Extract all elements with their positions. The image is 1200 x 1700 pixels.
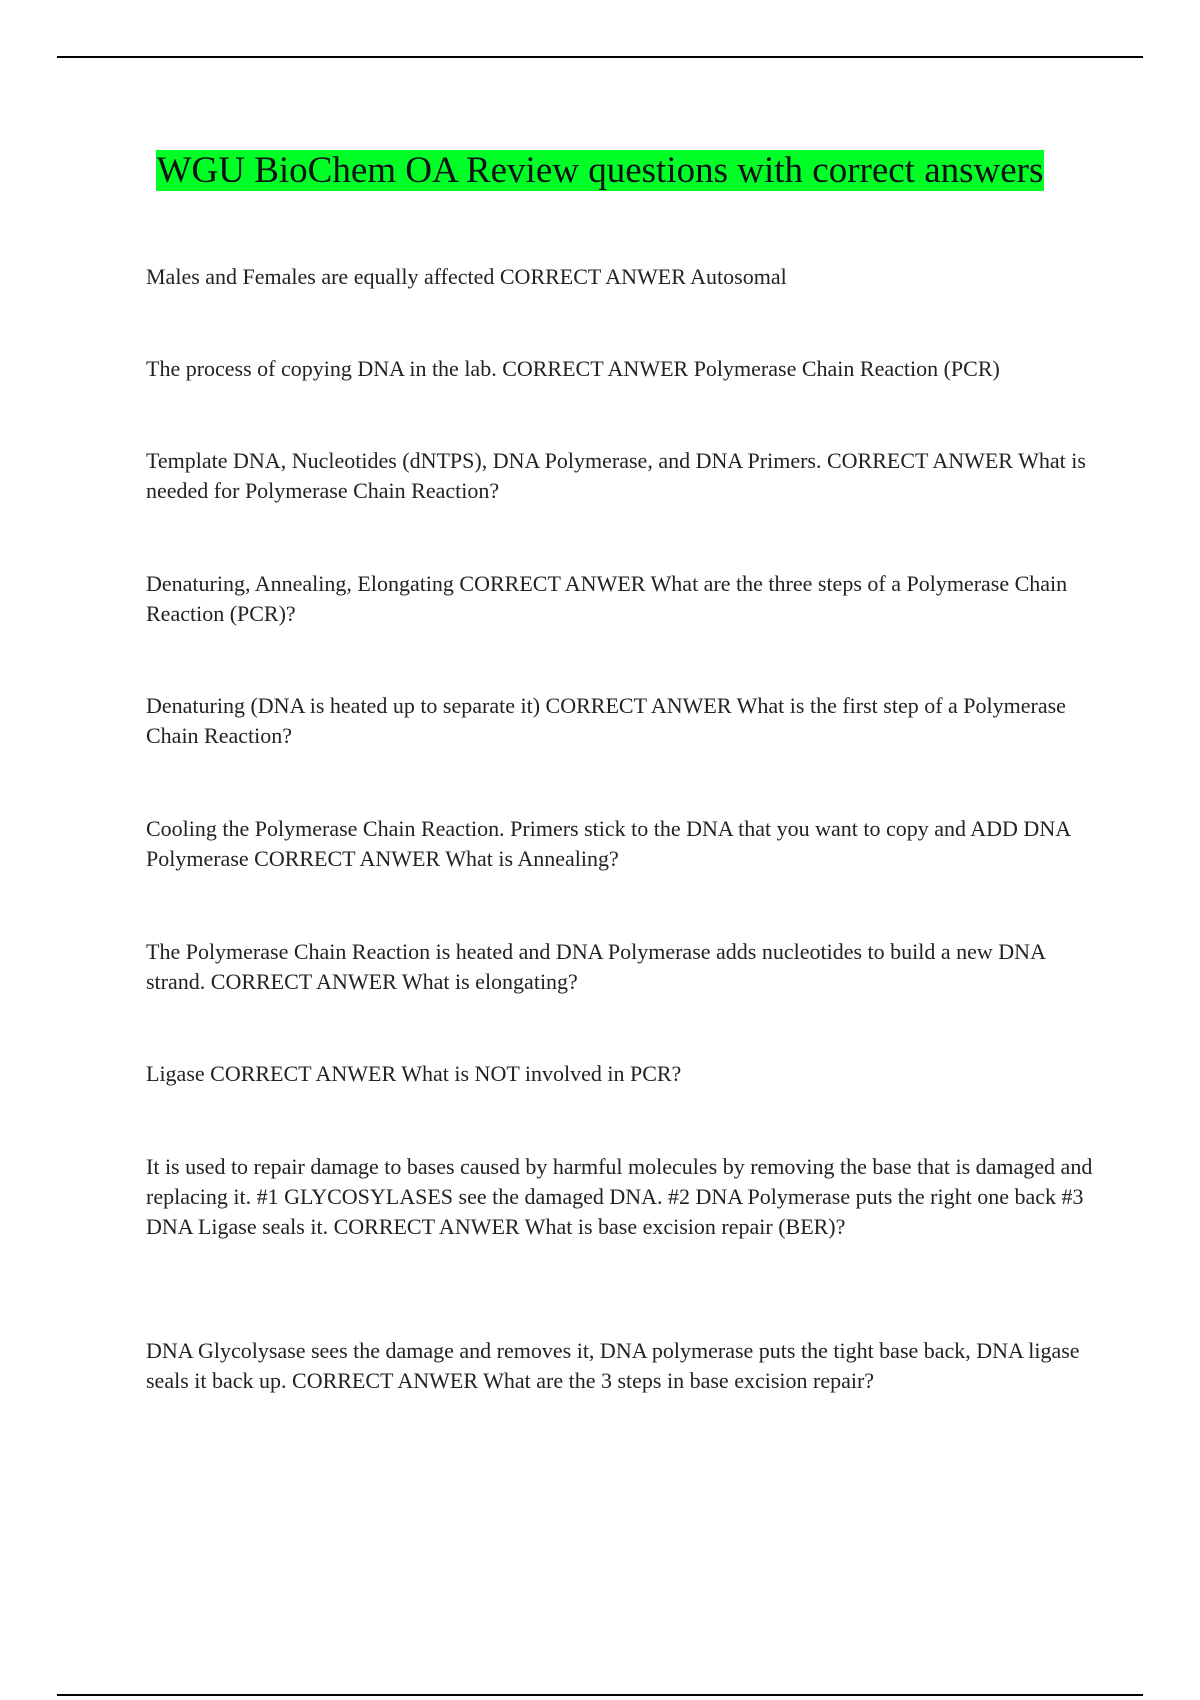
qa-item-3: Template DNA, Nucleotides (dNTPS), DNA Polymerase, and DNA Primers. CORRECT ANWER What is needed for Polymerase Chain Reaction? [146, 448, 1086, 503]
header-rule [57, 56, 1143, 58]
qa-item-5: Denaturing (DNA is heated up to separate it) CORRECT ANWER What is the first step of a Polymerase Chain Reaction? [146, 693, 1066, 748]
qa-item-4: Denaturing, Annealing, Elongating CORRECT ANWER What are the three steps of a Polymerase Chain Reaction (PCR)? [146, 571, 1068, 626]
qa-item-6: Cooling the Polymerase Chain Reaction. Primers stick to the DNA that you want to copy and ADD DNA Polymerase CORRECT ANWER What is Annealing? [146, 816, 1070, 871]
qa-item-1: Males and Females are equally affected CORRECT ANWER Autosomal [146, 264, 787, 289]
qa-item-10: DNA Glycolysase sees the damage and removes it, DNA polymerase puts the tight base back, DNA ligase seals it back up. CORRECT ANWER What are the 3 steps in base excision repair? [146, 1338, 1080, 1393]
qa-item-7: The Polymerase Chain Reaction is heated and DNA Polymerase adds nucleotides to build a new DNA strand. CORRECT ANWER What is elongating? [146, 939, 1045, 994]
qa-item-2: The process of copying DNA in the lab. CORRECT ANWER Polymerase Chain Reaction (PCR) [146, 356, 1000, 381]
footer-rule [57, 1694, 1143, 1696]
qa-item-8: Ligase CORRECT ANWER What is NOT involved in PCR? [146, 1061, 682, 1086]
document-title [146, 146, 1054, 196]
qa-item-9: It is used to repair damage to bases caused by harmful molecules by removing the base that is damaged and replacing it. #1 GLYCOSYLASES see the damaged DNA. #2 DNA Polymerase puts the right one back #3 DNA Ligase seals it. CORRECT ANWER What is base excision repair (BER)? [146, 1154, 1093, 1239]
document-title-text: WGU BioChem OA Review questions with correct answers [156, 150, 1044, 191]
